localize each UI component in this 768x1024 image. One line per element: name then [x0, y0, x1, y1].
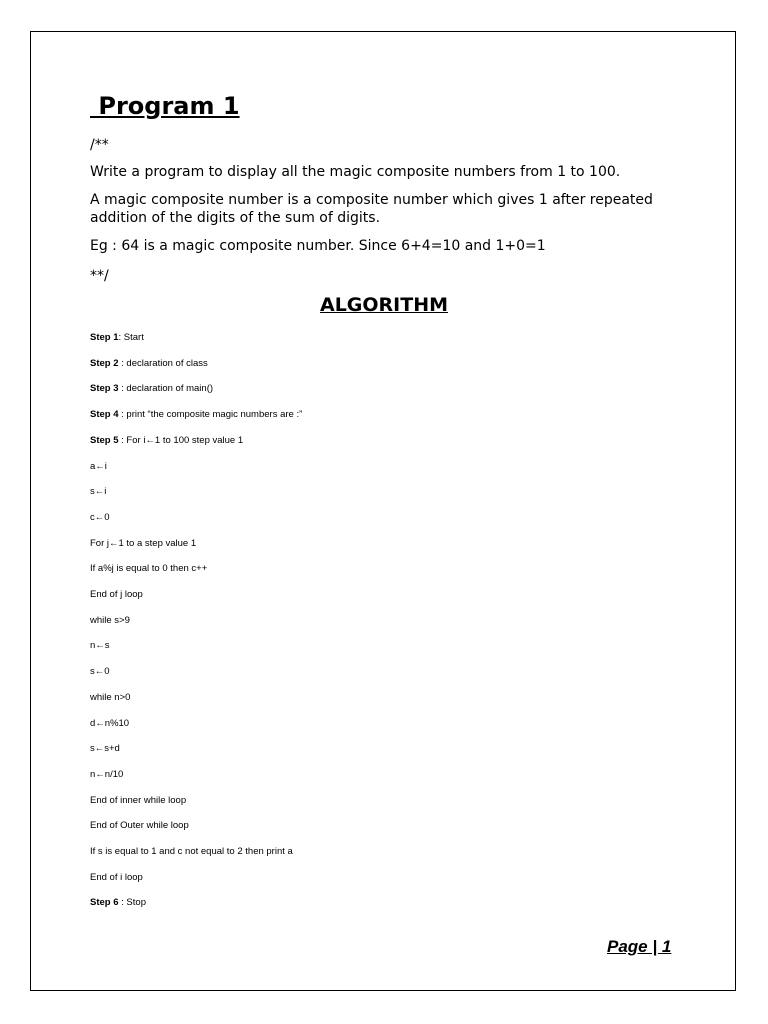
comment-open: /**	[90, 137, 109, 153]
algorithm-line	[90, 795, 186, 807]
algorithm-line	[90, 486, 106, 498]
step-text: End of Outer while loop	[90, 820, 189, 832]
comment-close: **/	[90, 268, 109, 284]
step-text: n←s	[90, 640, 110, 652]
step-text: End of i loop	[90, 871, 143, 883]
step-text: s←s+d	[90, 743, 120, 755]
algorithm-line	[90, 383, 213, 395]
step-text: while n>0	[90, 691, 131, 703]
step-label: Step 2	[90, 357, 119, 369]
algorithm-line	[90, 692, 130, 704]
step-text: d←n%10	[90, 717, 130, 729]
step-text: : Start	[118, 332, 144, 343]
algorithm-line	[90, 872, 143, 884]
algorithm-line	[90, 615, 130, 627]
algorithm-line	[90, 461, 107, 473]
step-label: Step 3	[90, 383, 119, 395]
document-title: Program 1	[90, 92, 240, 120]
step-label: Step 6	[90, 897, 119, 909]
algorithm-line	[90, 332, 144, 344]
example-text: Eg : 64 is a magic composite number. Since 6+4=10 and 1+0=1	[90, 238, 546, 254]
step-text: : For i←1 to 100 step value 1	[118, 434, 244, 446]
step-label: Step 4	[90, 409, 119, 421]
algorithm-line	[90, 409, 302, 421]
page-number: Page | 1	[607, 937, 672, 956]
step-text: a←i	[90, 460, 107, 472]
algorithm-line	[90, 640, 110, 652]
step-label: Step 5	[90, 434, 119, 446]
algorithm-line	[90, 435, 243, 447]
step-text: : print “the composite magic numbers are :”	[118, 409, 303, 421]
step-text: s←i	[90, 486, 107, 498]
step-text: For j←1 to a step value 1	[90, 537, 197, 549]
algorithm-line	[90, 666, 110, 678]
step-text: s←0	[90, 666, 110, 678]
algorithm-line	[90, 897, 146, 909]
step-text: End of inner while loop	[90, 794, 187, 806]
algorithm-line	[90, 512, 110, 524]
problem-description: Write a program to display all the magic composite numbers from 1 to 100.	[90, 164, 621, 180]
step-label: Step 1	[90, 332, 119, 343]
magic-composite-definition: A magic composite number is a composite number which gives 1 after repeated addition of the digits of the sum of digits.	[90, 192, 653, 226]
algorithm-line	[90, 846, 293, 858]
step-text: If a%j is equal to 0 then c++	[90, 563, 208, 575]
step-text: End of j loop	[90, 589, 143, 600]
algorithm-line	[90, 358, 208, 370]
algorithm-line	[90, 563, 207, 575]
step-text: : declaration of class	[118, 357, 208, 369]
algorithm-line	[90, 769, 123, 781]
algorithm-heading: ALGORITHM	[319, 294, 449, 316]
algorithm-line	[90, 743, 120, 755]
algorithm-line	[90, 538, 196, 550]
step-text: : declaration of main()	[118, 383, 214, 395]
step-text: If s is equal to 1 and c not equal to 2 then print a	[90, 846, 293, 857]
algorithm-line	[90, 718, 129, 730]
algorithm-line	[90, 589, 143, 601]
step-text: while s>9	[90, 614, 130, 626]
step-text: c←0	[90, 511, 110, 523]
step-text: n←n/10	[90, 768, 124, 780]
step-text: : Stop	[118, 897, 146, 909]
algorithm-line	[90, 820, 189, 832]
